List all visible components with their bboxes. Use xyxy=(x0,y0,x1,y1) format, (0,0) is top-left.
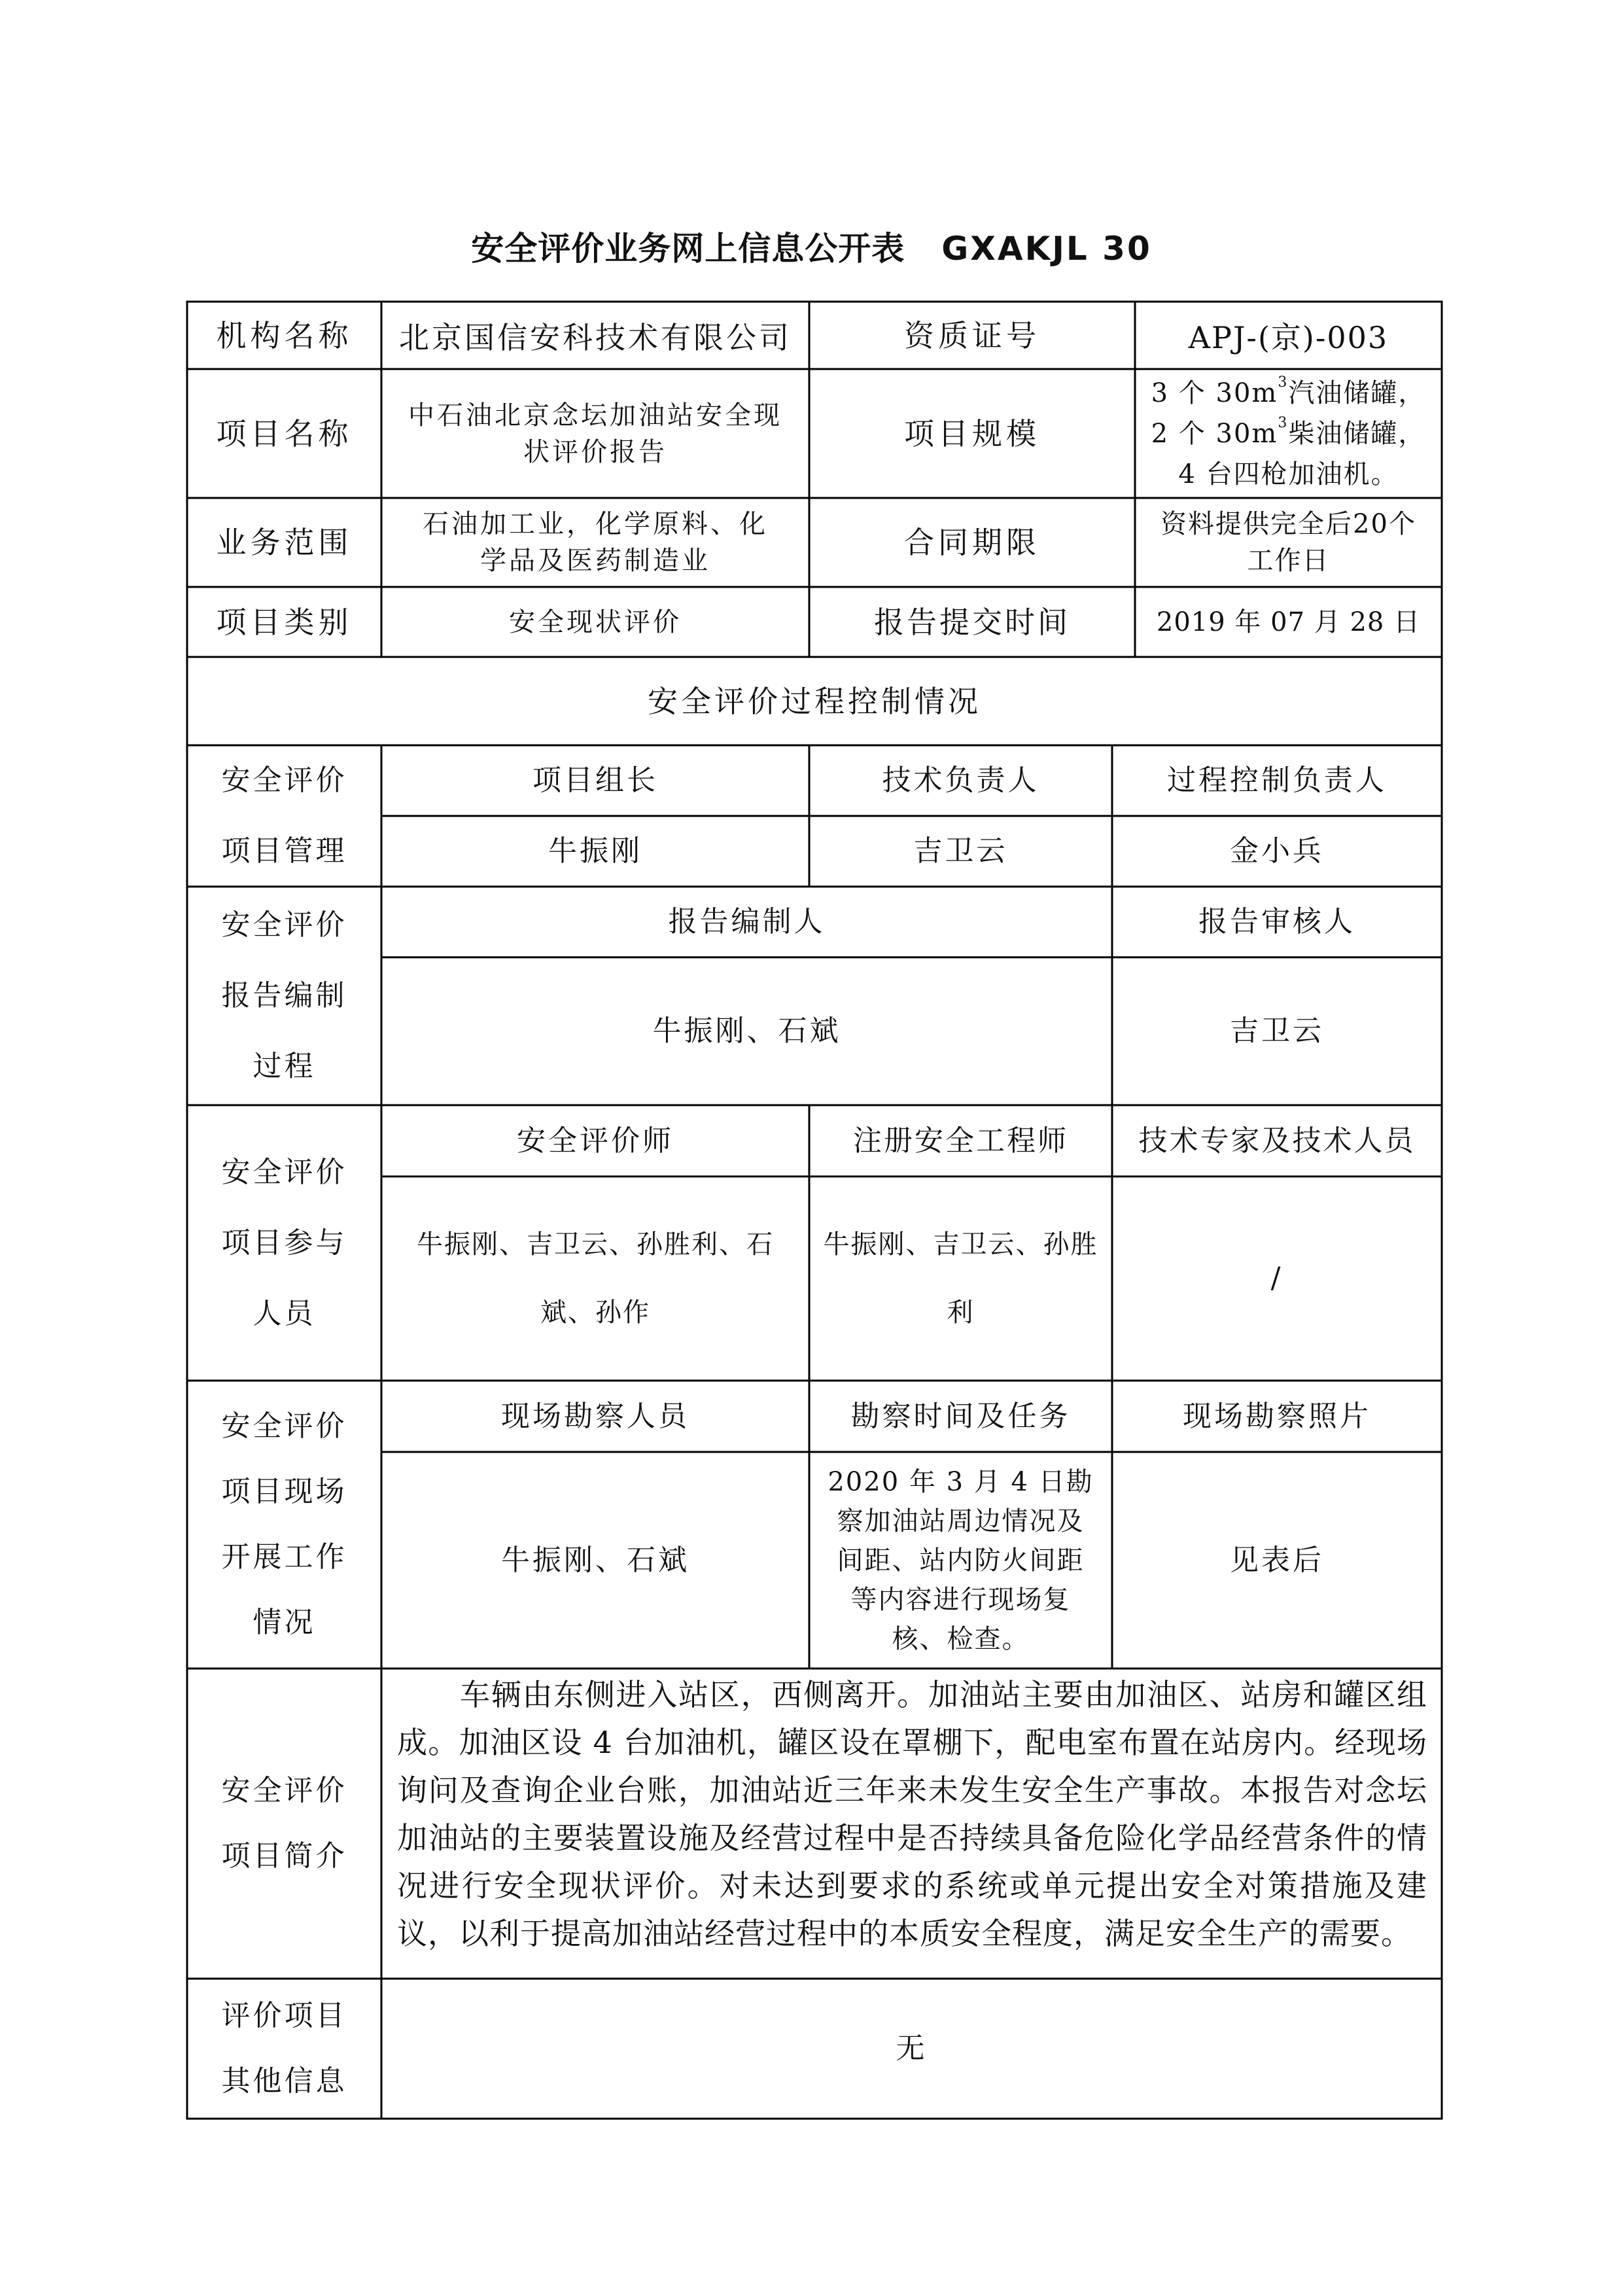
term-value: 资料提供完全后20个工作日 xyxy=(1161,509,1416,576)
tech-label: 技术负责人 xyxy=(882,764,1039,797)
expert-label: 技术专家及技术人员 xyxy=(1138,1123,1416,1157)
other-label: 评价项目其他信息 xyxy=(221,1999,347,2098)
category-label: 项目类别 xyxy=(216,604,353,640)
page-title: 安全评价业务网上信息公开表 GXAKJL 30 xyxy=(471,230,1152,268)
people-label: 现场勘察人员 xyxy=(501,1399,689,1433)
org-value: 北京国信安科技术有限公司 xyxy=(399,319,792,355)
ctrl-value: 金小兵 xyxy=(1230,834,1324,868)
people-value: 牛振刚、石斌 xyxy=(501,1543,689,1577)
experts-value: / xyxy=(1270,1262,1283,1295)
photo-value: 见表后 xyxy=(1230,1543,1324,1577)
photo-label: 现场勘察照片 xyxy=(1183,1399,1371,1433)
tech-value: 吉卫云 xyxy=(913,834,1008,868)
other-value: 无 xyxy=(896,2032,928,2065)
submit-label: 报告提交时间 xyxy=(874,604,1070,640)
engineer-label: 注册安全工程师 xyxy=(853,1123,1068,1157)
writers-value: 牛振刚、石斌 xyxy=(652,1014,841,1048)
reviewer-label: 报告审核人 xyxy=(1198,905,1355,938)
task-label: 勘察时间及任务 xyxy=(850,1399,1071,1433)
engineers-value: 牛振刚、吉卫云、孙胜利 xyxy=(823,1229,1098,1328)
writer-label: 报告编制人 xyxy=(668,905,826,938)
leader-value: 牛振刚 xyxy=(548,834,642,868)
summary-text: 车辆由东侧进入站区，西侧离开。加油站主要由加油区、站房和罐区组成。加油区设 4 台加油机，罐区设在罩棚下，配电室布置在站房内。经现场询问及查询企业台账，加油站近三年来未发生安全生产事故。本报告对念坛加油站的主要装置设施及经营过程中是否持续具备危险化学品经营条件的情况进行安全现状评价。对未达到要求的系统或单元提出安全对策措施及建议，以利于提高加油站经营过程中的本质安全程度，满足安全生产的需要。 xyxy=(397,1677,1427,1951)
project-label: 项目名称 xyxy=(216,415,353,451)
site-label: 安全评价项目现场开展工作情况 xyxy=(221,1409,347,1639)
evaluator-label: 安全评价师 xyxy=(517,1123,674,1157)
scale-label: 项目规模 xyxy=(904,415,1040,451)
scope-value: 石油加工业，化学原料、化 学品及医药制造业 xyxy=(423,509,768,576)
scale-value: 3 个 $30m^3$汽油储罐，2 个 $30m^3$柴油储罐，4 台四枪加油机。 xyxy=(1151,374,1426,489)
process-header: 安全评价过程控制情况 xyxy=(648,683,981,719)
summary-label: 安全评价项目简介 xyxy=(221,1774,347,1873)
org-label: 机构名称 xyxy=(216,317,353,353)
project-value: 中石油北京念坛加油站安全现状评价报告 xyxy=(408,400,782,467)
cert-value: APJ-(京)-003 xyxy=(1188,319,1389,355)
mgmt-label: 安全评价项目管理 xyxy=(221,764,347,868)
leader-label: 项目组长 xyxy=(532,764,658,797)
ctrl-label: 过程控制负责人 xyxy=(1167,764,1387,797)
form-code: GXAKJL 30 xyxy=(941,230,1152,268)
submit-value: 2019 年 07 月 28 日 xyxy=(1156,607,1421,637)
cert-label: 资质证号 xyxy=(904,317,1040,353)
staff-label: 安全评价项目参与人员 xyxy=(221,1155,347,1330)
term-label: 合同期限 xyxy=(904,525,1040,560)
reviewer-value: 吉卫云 xyxy=(1230,1014,1324,1048)
category-value: 安全现状评价 xyxy=(509,607,682,637)
evaluators-value: 牛振刚、吉卫云、孙胜利、石斌、孙作 xyxy=(417,1229,774,1328)
scope-label: 业务范围 xyxy=(216,525,353,560)
task-value: 2020 年 3 月 4 日勘察加油站周边情况及间距、站内防火间距等内容进行现场复核、检查。 xyxy=(828,1466,1094,1654)
report-label: 安全评价报告编制过程 xyxy=(221,908,347,1083)
